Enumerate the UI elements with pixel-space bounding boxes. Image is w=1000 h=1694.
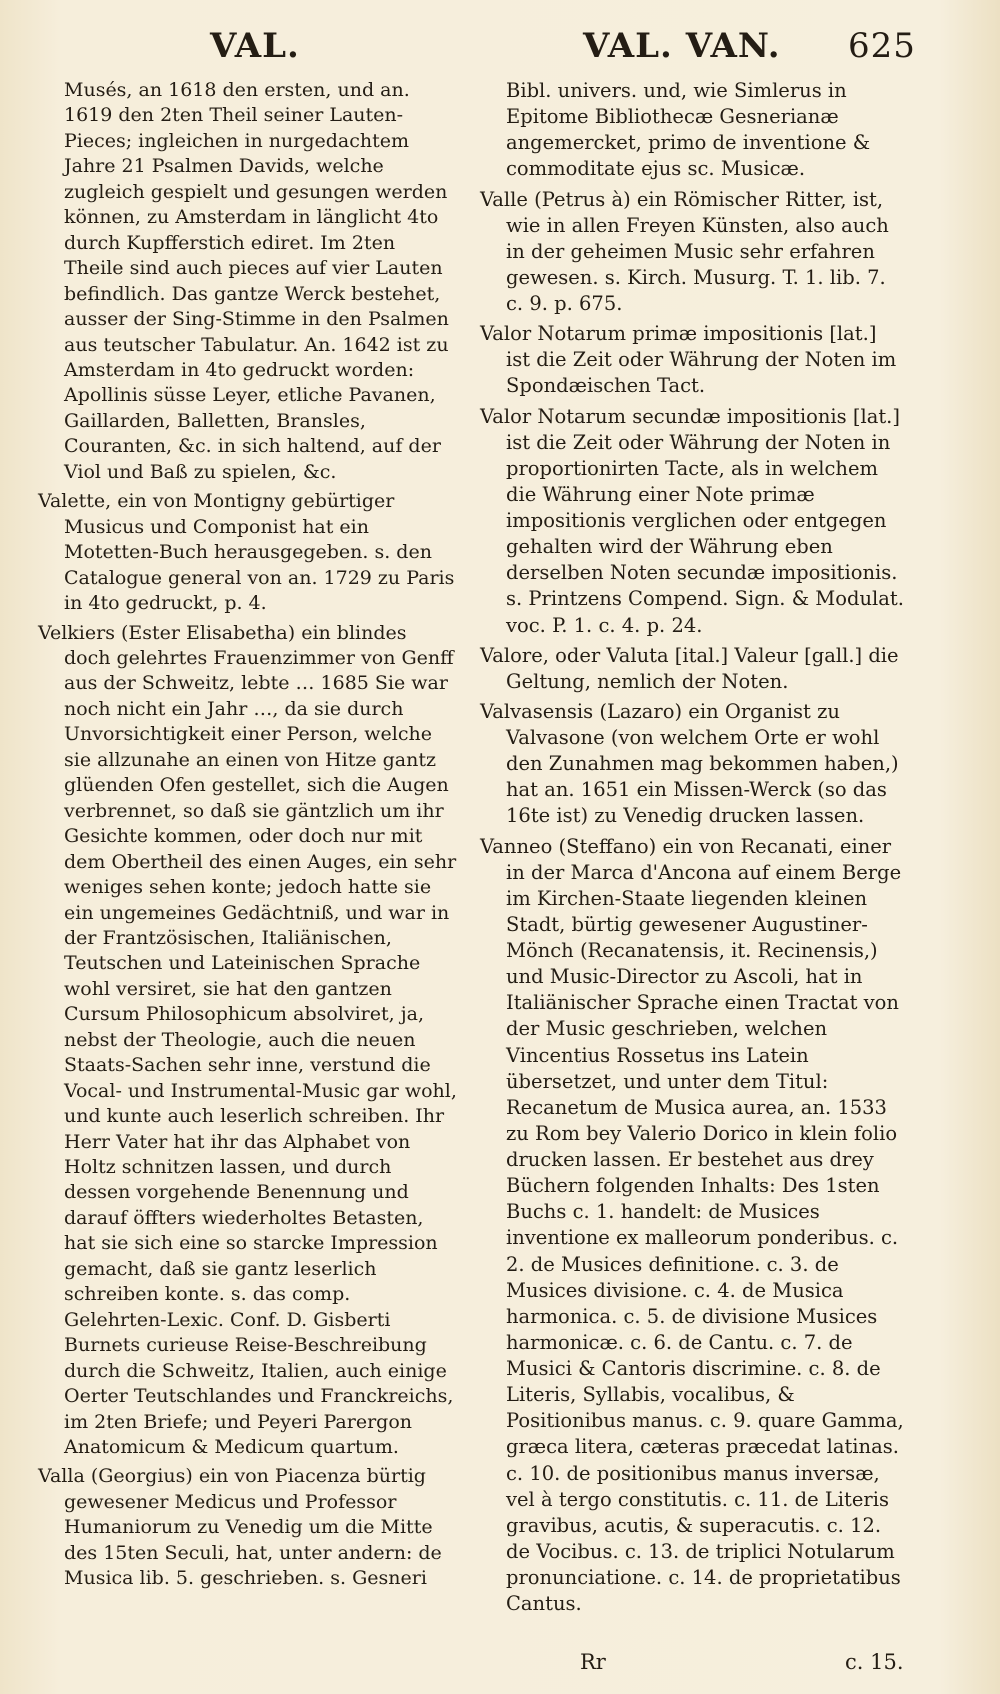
page-number: 625 xyxy=(848,26,916,66)
entry-valvasensis: Valvasensis (Lazaro) ein Organist zu Valvasone (von welchem Orte er wohl den Zunahmen mag bekommen haben,) hat an. 1651 ein Missen-Werck (so das 16te ist) zu Venedig drucken lassen. xyxy=(480,699,899,828)
entry-valle: Valle (Petrus à) ein Römischer Ritter, ist, wie in allen Freyen Künsten, also auch in der geheimen Music sehr erfahren gewesen. s. Kirch. Musurg. T. 1. lib. 7. c. 9. p. 675. xyxy=(480,187,889,315)
left-column xyxy=(38,78,458,1596)
entry-valla: Valla (Georgius) ein von Piacenza bürtig gewesener Medicus und Professor Humaniorum zu Venedig um die Mitte des 15ten Seculi, hat, unter andern: de Musica lib. 5. geschrieben. s. Gesneri xyxy=(38,1465,442,1590)
catchword: c. 15. xyxy=(845,1650,904,1674)
entry-valor-primae: Valor Notarum primæ impositionis [lat.] ist die Zeit oder Währung der Noten im Spondæischen Tact. xyxy=(480,322,897,398)
entry-vanneo: Vanneo (Steffano) ein von Recanati, einer in der Marca d'Ancona auf einem Berge im Kirchen-Staate liegenden kleinen Stadt, bürtig gewesener Augustiner-Mönch (Recanatensis, it. Recinensis,) und Music-Director zu Ascoli, hat in Italiänischer Sprache einen Tractat von der Music geschrieben, welchen Vincentius Rossetus ins Latein übersetzet, und unter dem Titul: Recanetum de Musica aurea, an. 1533 zu Rom bey Valerio Dorico in klein folio drucken lassen. Er bestehet aus drey Büchern folgenden Inhalts: Des 1sten Buchs c. 1. handelt: de Musices inventione ex malleorum ponderibus. c. 2. de Musices definitione. c. 3. de Musices divisione. c. 4. de Musica harmonica. c. 5. de divisione Musices harmonicæ. c. 6. de Cantu. c. 7. de Musici & Cantoris discrimine. c. 8. de Literis, Syllabis, vocalibus, & Positionibus manus. c. 9. quare Gamma, græca litera, cæteras præcedat latinas. c. 10. de positionibus manus inversæ, vel à tergo constitutis. c. 11. de Literis gravibus, acutis, & superacutis. c. 12. de Vocibus. c. 13. de triplici Notularum pronunciatione. c. 14. de proprietatibus Cantus. xyxy=(480,834,904,1616)
entry-continuation: Bibl. univers. und, wie Simlerus in Epitome Bibliothecæ Gesnerianæ angemercket, primo de inventione & commoditate ejus sc. Musicæ. xyxy=(506,79,871,181)
running-head-right: VAL. VAN. xyxy=(583,26,781,66)
right-column xyxy=(480,78,905,1621)
entry-valette: Valette, ein von Montigny gebürtiger Musicus und Componist hat ein Motetten-Buch herausgegeben. s. den Catalogue general von an. 1729 zu Paris in 4to gedruckt, p. 4. xyxy=(38,490,455,615)
entry-velkiers: Velkiers (Ester Elisabetha) ein blindes doch gelehrtes Frauenzimmer von Genff aus der Schweitz, lebte … 1685 Sie war noch nicht ein Jahr …, da sie durch Unvorsichtigkeit einer Person, welche sie allzunahe an einen von Hitze gantz glüenden Ofen gestellet, sich die Augen verbrennet, so daß sie gäntzlich um ihr Gesichte kommen, oder doch nur mit dem Obertheil des einen Auges, ein sehr weniges sehen konte; jedoch hatte sie ein ungemeines Gedächtniß, und war in der Frantzösischen, Italiänischen, Teutschen und Lateinischen Sprache wohl versiret, sie hat den gantzen Cursum Philosophicum absolviret, ja, nebst der Theologie, auch die neuen Staats-Sachen sehr inne, verstund die Vocal- und Instrumental-Music gar wohl, und kunte auch leserlich schreiben. Ihr Herr Vater hat ihr das Alphabet von Holtz schnitzen lassen, und durch dessen vorgehende Benennung und darauf öffters wiederholtes Betasten, hat sie sich eine so starcke Impression gemacht, daß sie gantz leserlich schreiben konte. s. das comp. Gelehrten-Lexic. Conf. D. Gisberti Burnets curieuse Reise-Beschreibung durch die Schweitz, Italien, auch einige Oerter Teutschlandes und Franckreichs, im 2ten Briefe; und Peyeri Parergon Anatomicum & Medicum quartum. xyxy=(38,621,457,1459)
entry-valore: Valore, oder Valuta [ital.] Valeur [gall.] die Geltung, nemlich der Noten. xyxy=(480,643,899,693)
running-head-left: VAL. xyxy=(210,26,300,66)
entry-continuation: Musés, an 1618 den ersten, und an. 1619 den 2ten Theil seiner Lauten-Pieces; ingleichen in nurgedachtem Jahre 21 Psalmen Davids, welche zugleich gespielt und gesungen werden können, zu Amsterdam in länglicht 4to durch Kupfferstich ediret. Im 2ten Theile sind auch pieces auf vier Lauten befindlich. Das gantze Werck bestehet, ausser der Sing-Stimme in den Psalmen aus teutscher Tabulatur. An. 1642 ist zu Amsterdam in 4to gedruckt worden: Apollinis süsse Leyer, etliche Pavanen, Gaillarden, Balletten, Bransles, Couranten, &c. in sich haltend, auf der Viol und Baß zu spielen, &c. xyxy=(64,79,449,483)
entry-valor-secundae: Valor Notarum secundæ impositionis [lat.] ist die Zeit oder Währung der Noten in proportionirten Tacte, als in welchem die Währung einer Note primæ impositionis verglichen oder entgegen gehalten wird der Währung eben derselben Noten secundæ impositionis. s. Printzens Compend. Sign. & Modulat. voc. P. 1. c. 4. p. 24. xyxy=(480,404,904,637)
signature-mark: Rr xyxy=(580,1650,606,1674)
